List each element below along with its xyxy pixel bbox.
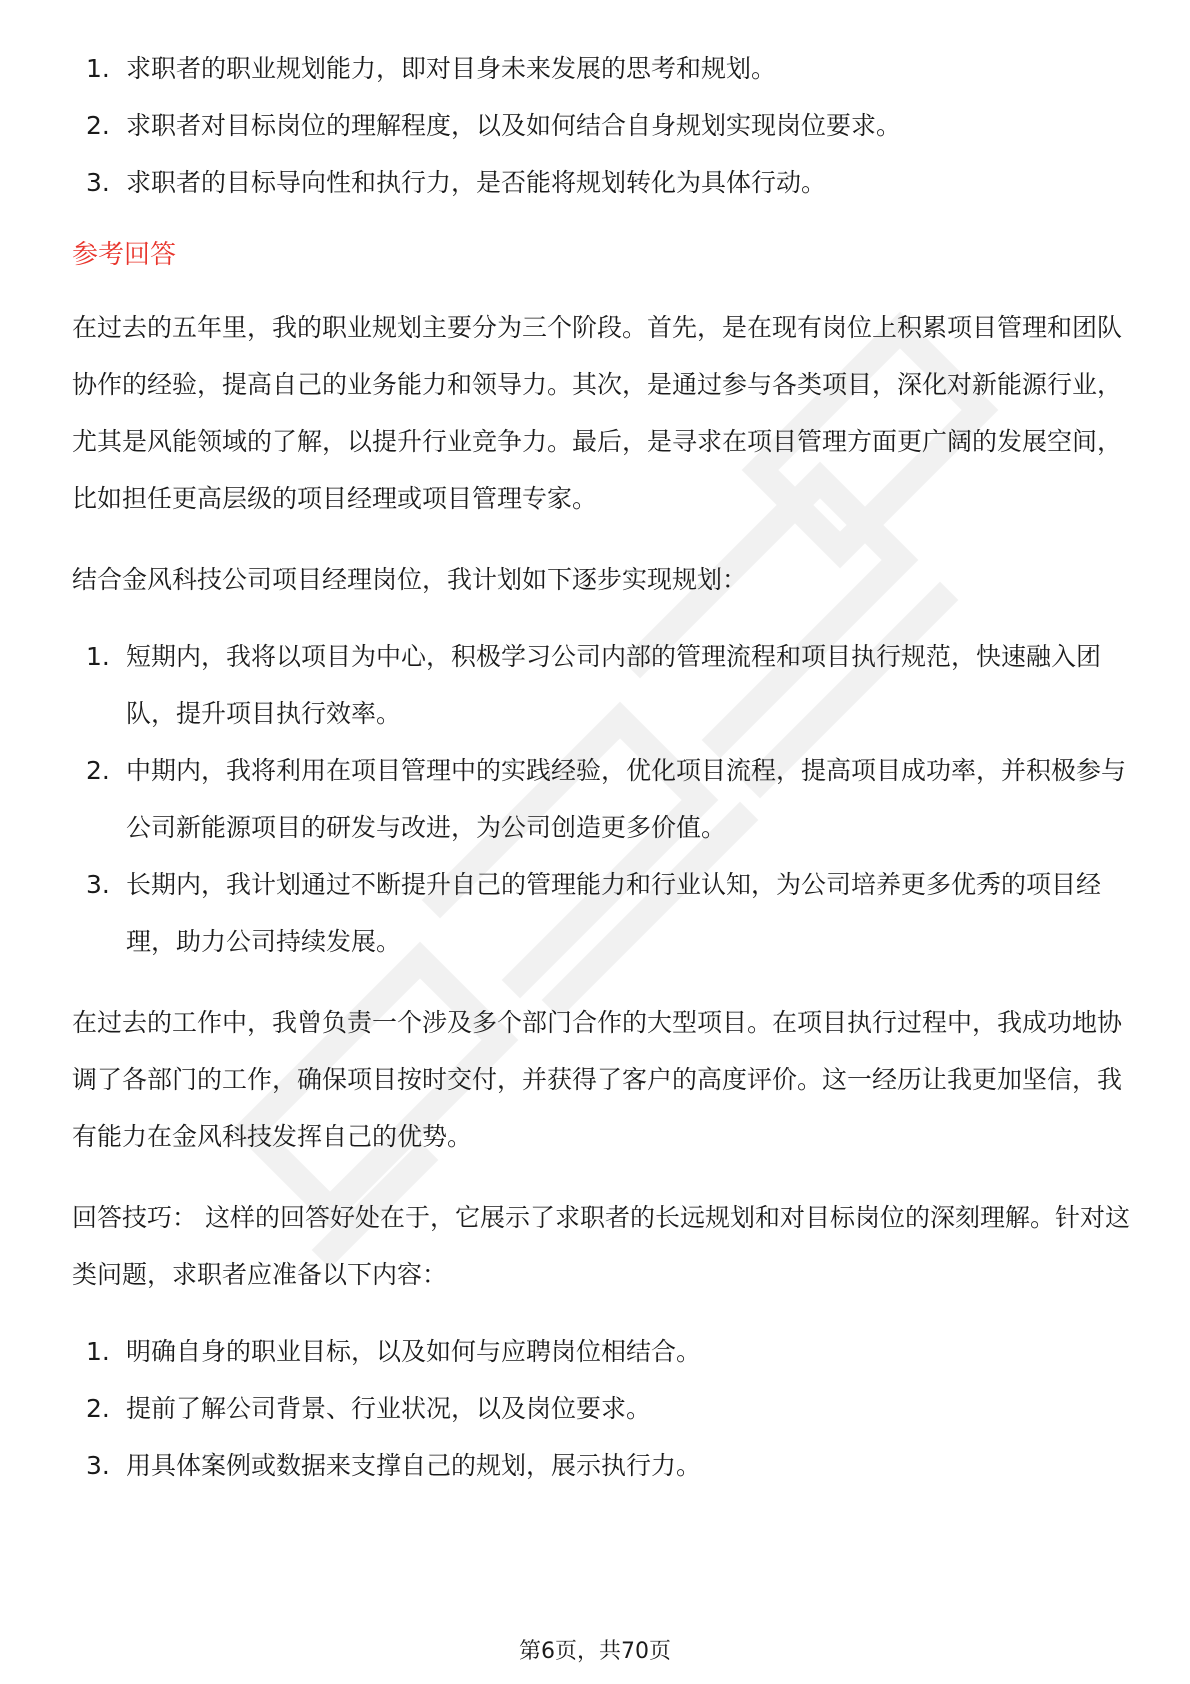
page-content — [72, 40, 1132, 1494]
list-item — [72, 1380, 1132, 1437]
list-number: 2. — [86, 1394, 110, 1423]
list-number: 3. — [86, 870, 110, 899]
list-assessment-points — [72, 40, 1132, 211]
list-item — [72, 1437, 1132, 1494]
list-item — [72, 742, 1132, 856]
list-item — [72, 154, 1132, 211]
list-number: 2. — [86, 756, 110, 785]
paragraph-past-experience: 在过去的工作中，我曾负责一个涉及多个部门合作的大型项目。在项目执行过程中，我成功地协调了各部门的工作，确保项目按时交付，并获得了客户的高度评价。这一经历让我更加坚信，我有能力在金风科技发挥自己的优势。 — [72, 1008, 1123, 1151]
list-text: 用具体案例或数据来支撑自己的规划，展示执行力。 — [126, 1451, 702, 1480]
list-item — [72, 97, 1132, 154]
list-item — [72, 628, 1132, 742]
page-number: 第6页，共70页 — [519, 1639, 671, 1664]
section-heading: 参考回答 — [72, 240, 177, 270]
list-number: 1. — [86, 642, 110, 671]
list-text: 求职者对目标岗位的理解程度，以及如何结合自身规划实现岗位要求。 — [126, 111, 902, 140]
list-text: 长期内，我计划通过不断提升自己的管理能力和行业认知，为公司培养更多优秀的项目经理，助力公司持续发展。 — [126, 870, 1102, 956]
list-text: 求职者的职业规划能力，即对目身未来发展的思考和规划。 — [126, 54, 777, 83]
list-number: 1. — [86, 54, 110, 83]
list-number: 3. — [86, 168, 110, 197]
list-number: 3. — [86, 1451, 110, 1480]
list-plan-steps — [72, 628, 1132, 970]
list-text: 提前了解公司背景、行业状况，以及岗位要求。 — [126, 1394, 652, 1423]
list-text: 短期内，我将以项目为中心，积极学习公司内部的管理流程和项目执行规范，快速融入团队，提升项目执行效率。 — [126, 642, 1102, 728]
list-text: 明确自身的职业目标，以及如何与应聘岗位相结合。 — [126, 1337, 702, 1366]
list-text: 求职者的目标导向性和执行力，是否能将规划转化为具体行动。 — [126, 168, 827, 197]
paragraph-answer-tips: 回答技巧： 这样的回答好处在于，它展示了求职者的长远规划和对目标岗位的深刻理解。针对这类问题，求职者应准备以下内容： — [72, 1203, 1130, 1289]
list-number: 2. — [86, 111, 110, 140]
list-text: 中期内，我将利用在项目管理中的实践经验，优化项目流程，提高项目成功率，并积极参与公司新能源项目的研发与改进，为公司创造更多价值。 — [126, 756, 1127, 842]
list-item — [72, 1323, 1132, 1380]
paragraph-career-plan: 在过去的五年里，我的职业规划主要分为三个阶段。首先，是在现有岗位上积累项目管理和团队协作的经验，提高自己的业务能力和领导力。其次，是通过参与各类项目，深化对新能源行业，尤其是风能领域的了解，以提升行业竞争力。最后，是寻求在项目管理方面更广阔的发展空间，比如担任更高层级的项目经理或项目管理专家。 — [72, 313, 1123, 513]
list-item — [72, 856, 1132, 970]
paragraph-intro-plan: 结合金风科技公司项目经理岗位，我计划如下逐步实现规划： — [72, 565, 748, 594]
list-item — [72, 40, 1132, 97]
list-number: 1. — [86, 1337, 110, 1366]
list-preparation-tips — [72, 1323, 1132, 1494]
